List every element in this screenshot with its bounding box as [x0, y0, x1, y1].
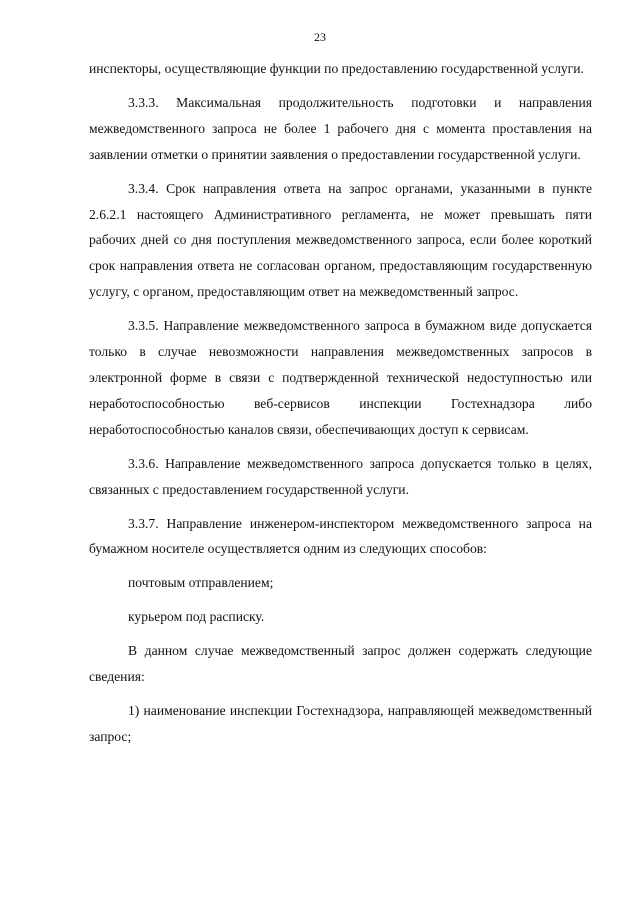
page-number: 23	[314, 30, 326, 44]
paragraph-3-3-7: 3.3.7. Направление инженером-инспектором межведомственного запроса на бумажном носителе осуществляется одним из следующих способов:	[89, 515, 592, 557]
paragraph-continuation: инспекторы, осуществляющие функции по предоставлению государственной услуги.	[89, 61, 584, 76]
document-body	[89, 56, 592, 750]
paragraph-3-3-4: 3.3.4. Срок направления ответа на запрос органами, указанными в пункте 2.6.2.1 настоящего Административного регламента, не может превышать пяти рабочих дней со дня поступления межведомственного запроса, если более короткий срок направления ответа не согласован органом, предоставляющим государственную услугу, с органом, предоставляющим ответ на межведомственный запрос.	[89, 180, 592, 300]
list-item-1: 1) наименование инспекции Гостехнадзора, направляющей межведомственный запрос;	[89, 702, 592, 744]
paragraph-3-3-5: 3.3.5. Направление межведомственного запроса в бумажном виде допускается только в случае невозможности направления межведомственных запросов в электронной форме в связи с подтвержденной технической недоступностью или неработоспособностью веб-сервисов инспекции Гостехнадзора либо неработоспособностью каналов связи, обеспечивающих доступ к сервисам.	[89, 318, 592, 437]
paragraph-3-3-3: 3.3.3. Максимальная продолжительность подготовки и направления межведомственного запроса не более 1 рабочего дня с момента проставления на заявлении отметки о принятии заявления о предоставлении государственной услуги.	[89, 94, 592, 162]
paragraph-contents-intro: В данном случае межведомственный запрос должен содержать следующие сведения:	[89, 643, 592, 685]
list-item-mail: почтовым отправлением;	[128, 575, 274, 591]
list-item-courier: курьером под расписку.	[128, 609, 265, 625]
paragraph-3-3-6: 3.3.6. Направление межведомственного запроса допускается только в целях, связанных с предоставлением государственной услуги.	[89, 455, 592, 497]
